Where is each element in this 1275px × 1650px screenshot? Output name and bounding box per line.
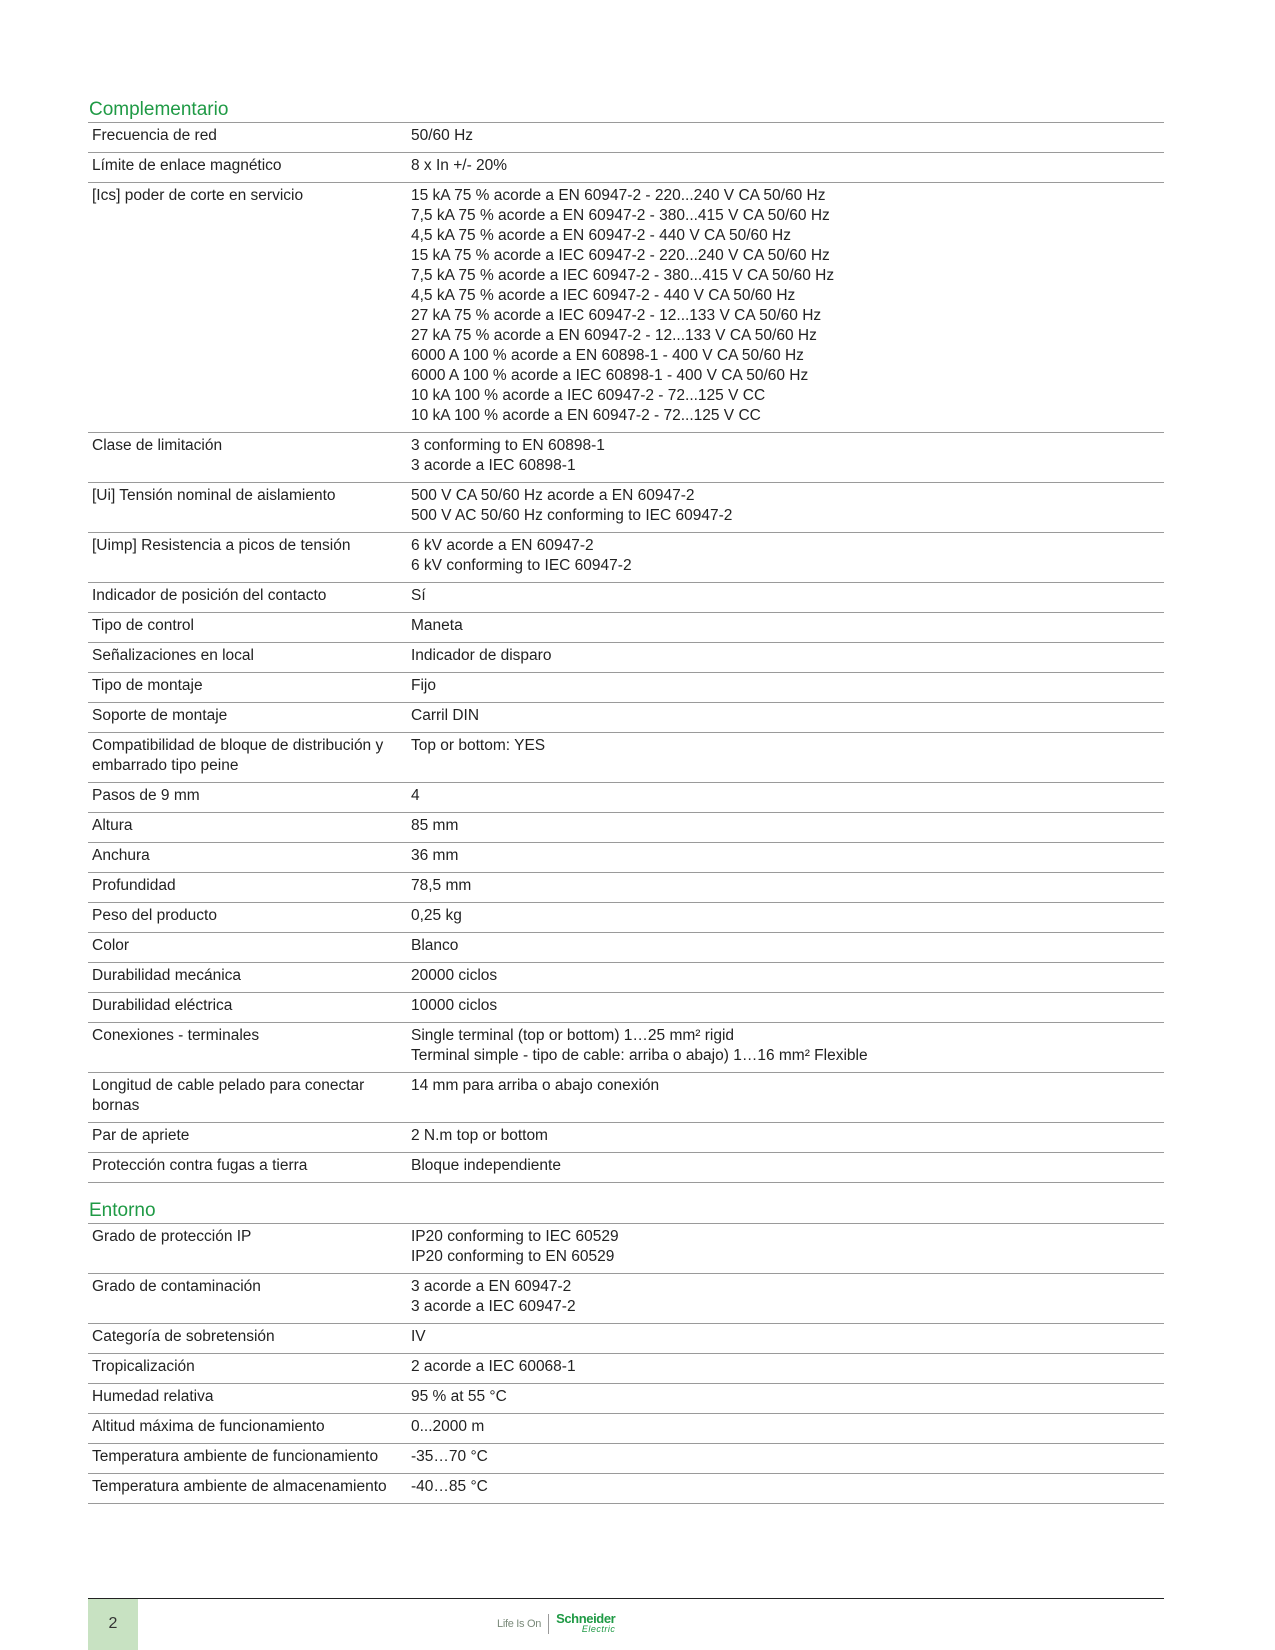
spec-value-line: 500 V CA 50/60 Hz acorde a EN 60947-2	[411, 487, 695, 504]
spec-value	[407, 813, 1164, 843]
spec-value-line: 50/60 Hz	[411, 127, 474, 144]
spec-label: Peso del producto	[88, 903, 407, 933]
spec-label: Conexiones - terminales	[88, 1023, 407, 1073]
spec-value	[407, 583, 1164, 613]
spec-value	[407, 1274, 1164, 1324]
section-title: Complementario	[88, 98, 1164, 123]
spec-value-line: -40…85 °C	[411, 1478, 488, 1495]
spec-row	[88, 533, 1164, 583]
spec-value-line: Terminal simple - tipo de cable: arriba o abajo) 1…16 mm² Flexible	[411, 1047, 868, 1064]
spec-value-line: Fijo	[411, 677, 436, 694]
spec-label: Altitud máxima de funcionamiento	[88, 1414, 407, 1444]
spec-value-line: 0,25 kg	[411, 907, 462, 924]
spec-label: Tipo de control	[88, 613, 407, 643]
spec-value	[407, 1073, 1164, 1123]
spec-row	[88, 153, 1164, 183]
spec-row	[88, 183, 1164, 433]
spec-row	[88, 933, 1164, 963]
spec-value-line: 27 kA 75 % acorde a EN 60947-2 - 12...133 V CA 50/60 Hz	[411, 327, 817, 344]
spec-value	[407, 1414, 1164, 1444]
spec-value	[407, 1444, 1164, 1474]
spec-label: [Ui] Tensión nominal de aislamiento	[88, 483, 407, 533]
spec-value-line: 78,5 mm	[411, 877, 472, 894]
spec-value-line: 14 mm para arriba o abajo conexión	[411, 1077, 660, 1094]
spec-row	[88, 813, 1164, 843]
spec-value-line: 3 acorde a EN 60947-2	[411, 1278, 572, 1295]
spec-label: Límite de enlace magnético	[88, 153, 407, 183]
spec-label: Protección contra fugas a tierra	[88, 1153, 407, 1183]
footer-divider	[88, 1598, 1164, 1599]
spec-label: Señalizaciones en local	[88, 643, 407, 673]
spec-value	[407, 933, 1164, 963]
spec-label: Temperatura ambiente de funcionamiento	[88, 1444, 407, 1474]
spec-row	[88, 873, 1164, 903]
brand-logo	[497, 1609, 615, 1639]
spec-value	[407, 703, 1164, 733]
spec-label: Tropicalización	[88, 1354, 407, 1384]
spec-label: [Ics] poder de corte en servicio	[88, 183, 407, 433]
spec-value	[407, 783, 1164, 813]
spec-row	[88, 1123, 1164, 1153]
logo-brand-name: Schneider	[556, 1611, 616, 1626]
spec-value-line: 6000 A 100 % acorde a IEC 60898-1 - 400 V CA 50/60 Hz	[411, 367, 809, 384]
spec-value	[407, 1224, 1164, 1274]
spec-row	[88, 583, 1164, 613]
spec-row	[88, 1073, 1164, 1123]
spec-row	[88, 963, 1164, 993]
spec-value	[407, 843, 1164, 873]
spec-label: Durabilidad eléctrica	[88, 993, 407, 1023]
section-complementario	[88, 98, 1164, 1183]
spec-row	[88, 1153, 1164, 1183]
spec-value	[407, 1354, 1164, 1384]
spec-row	[88, 673, 1164, 703]
spec-row	[88, 843, 1164, 873]
spec-label: [Uimp] Resistencia a picos de tensión	[88, 533, 407, 583]
logo-brand-sub: Electric	[581, 1624, 616, 1634]
spec-value-line: 500 V AC 50/60 Hz conforming to IEC 60947-2	[411, 507, 733, 524]
spec-value-line: Carril DIN	[411, 707, 480, 724]
spec-value-line: 4,5 kA 75 % acorde a EN 60947-2 - 440 V CA 50/60 Hz	[411, 227, 791, 244]
spec-label: Par de apriete	[88, 1123, 407, 1153]
spec-row	[88, 1224, 1164, 1274]
spec-value-line: 20000 ciclos	[411, 967, 498, 984]
spec-label: Grado de contaminación	[88, 1274, 407, 1324]
spec-row	[88, 613, 1164, 643]
spec-row	[88, 433, 1164, 483]
spec-value-line: Blanco	[411, 937, 459, 954]
spec-label: Anchura	[88, 843, 407, 873]
spec-value-line: 4,5 kA 75 % acorde a IEC 60947-2 - 440 V CA 50/60 Hz	[411, 287, 796, 304]
logo-tagline: Life Is On	[497, 1618, 542, 1630]
spec-label: Humedad relativa	[88, 1384, 407, 1414]
spec-label: Color	[88, 933, 407, 963]
spec-row	[88, 1474, 1164, 1504]
spec-row	[88, 1354, 1164, 1384]
spec-value-line: 6 kV conforming to IEC 60947-2	[411, 557, 632, 574]
spec-value	[407, 1153, 1164, 1183]
spec-value-line: Bloque independiente	[411, 1157, 561, 1174]
spec-value	[407, 1123, 1164, 1153]
spec-value-line: IP20 conforming to EN 60529	[411, 1248, 615, 1265]
spec-row	[88, 903, 1164, 933]
spec-value-line: 0...2000 m	[411, 1418, 485, 1435]
spec-row	[88, 993, 1164, 1023]
spec-value-line: 85 mm	[411, 817, 459, 834]
spec-value-line: 36 mm	[411, 847, 459, 864]
spec-row	[88, 643, 1164, 673]
spec-label: Categoría de sobretensión	[88, 1324, 407, 1354]
spec-value	[407, 903, 1164, 933]
spec-value-line: 3 conforming to EN 60898-1	[411, 437, 605, 454]
spec-value-line: Sí	[411, 587, 426, 604]
spec-label: Clase de limitación	[88, 433, 407, 483]
spec-value	[407, 483, 1164, 533]
spec-value	[407, 1474, 1164, 1504]
spec-row	[88, 733, 1164, 783]
section-title: Entorno	[88, 1199, 1164, 1224]
spec-row	[88, 1414, 1164, 1444]
spec-value-line: -35…70 °C	[411, 1448, 488, 1465]
spec-value	[407, 433, 1164, 483]
spec-value-line: 3 acorde a IEC 60898-1	[411, 457, 576, 474]
spec-value-line: 10 kA 100 % acorde a IEC 60947-2 - 72...125 V CC	[411, 387, 766, 404]
spec-value-line: 10000 ciclos	[411, 997, 498, 1014]
spec-label: Tipo de montaje	[88, 673, 407, 703]
spec-table	[88, 1224, 1164, 1504]
spec-row	[88, 1384, 1164, 1414]
spec-value-line: Top or bottom: YES	[411, 737, 546, 754]
spec-value-line: 7,5 kA 75 % acorde a IEC 60947-2 - 380...415 V CA 50/60 Hz	[411, 267, 835, 284]
spec-value	[407, 993, 1164, 1023]
spec-row	[88, 1444, 1164, 1474]
spec-row	[88, 783, 1164, 813]
spec-row	[88, 703, 1164, 733]
spec-value	[407, 1023, 1164, 1073]
section-entorno	[88, 1199, 1164, 1504]
spec-value-line: Maneta	[411, 617, 463, 634]
spec-label: Longitud de cable pelado para conectar bornas	[88, 1073, 407, 1123]
spec-value	[407, 673, 1164, 703]
spec-value-line: 6000 A 100 % acorde a EN 60898-1 - 400 V CA 50/60 Hz	[411, 347, 804, 364]
spec-value	[407, 153, 1164, 183]
spec-value-line: 95 % at 55 °C	[411, 1388, 507, 1405]
spec-value-line: IV	[411, 1328, 426, 1345]
spec-value-line: 3 acorde a IEC 60947-2	[411, 1298, 576, 1315]
spec-row	[88, 123, 1164, 153]
spec-value	[407, 873, 1164, 903]
spec-value-line: 6 kV acorde a EN 60947-2	[411, 537, 594, 554]
spec-value-line: Indicador de disparo	[411, 647, 552, 664]
spec-value-line: 2 N.m top or bottom	[411, 1127, 548, 1144]
spec-value	[407, 613, 1164, 643]
spec-row	[88, 1324, 1164, 1354]
spec-label: Altura	[88, 813, 407, 843]
spec-label: Indicador de posición del contacto	[88, 583, 407, 613]
spec-value	[407, 183, 1164, 433]
spec-value	[407, 733, 1164, 783]
spec-value	[407, 533, 1164, 583]
spec-label: Grado de protección IP	[88, 1224, 407, 1274]
spec-label: Soporte de montaje	[88, 703, 407, 733]
spec-value-line: 10 kA 100 % acorde a EN 60947-2 - 72...125 V CC	[411, 407, 761, 424]
spec-table	[88, 123, 1164, 1183]
spec-value-line: IP20 conforming to IEC 60529	[411, 1228, 619, 1245]
spec-label: Compatibilidad de bloque de distribución y embarrado tipo peine	[88, 733, 407, 783]
spec-value	[407, 1324, 1164, 1354]
spec-value-line: 15 kA 75 % acorde a IEC 60947-2 - 220...240 V CA 50/60 Hz	[411, 247, 830, 264]
spec-value-line: 2 acorde a IEC 60068-1	[411, 1358, 576, 1375]
spec-value-line: 15 kA 75 % acorde a EN 60947-2 - 220...240 V CA 50/60 Hz	[411, 187, 826, 204]
spec-label: Frecuencia de red	[88, 123, 407, 153]
spec-value-line: 7,5 kA 75 % acorde a EN 60947-2 - 380...415 V CA 50/60 Hz	[411, 207, 830, 224]
page-number: 2	[88, 1599, 138, 1650]
spec-value	[407, 963, 1164, 993]
spec-label: Profundidad	[88, 873, 407, 903]
spec-value-line: Single terminal (top or bottom) 1…25 mm² rigid	[411, 1027, 735, 1044]
spec-value-line: 8 x In +/- 20%	[411, 157, 508, 174]
spec-value-line: 4	[411, 787, 420, 804]
spec-value	[407, 643, 1164, 673]
spec-label: Durabilidad mecánica	[88, 963, 407, 993]
spec-value	[407, 123, 1164, 153]
logo-brand	[556, 1611, 616, 1634]
spec-row	[88, 1274, 1164, 1324]
spec-label: Pasos de 9 mm	[88, 783, 407, 813]
spec-value-line: 27 kA 75 % acorde a IEC 60947-2 - 12...133 V CA 50/60 Hz	[411, 307, 822, 324]
logo-divider	[548, 1614, 549, 1634]
spec-row	[88, 1023, 1164, 1073]
spec-label: Temperatura ambiente de almacenamiento	[88, 1474, 407, 1504]
spec-row	[88, 483, 1164, 533]
spec-value	[407, 1384, 1164, 1414]
